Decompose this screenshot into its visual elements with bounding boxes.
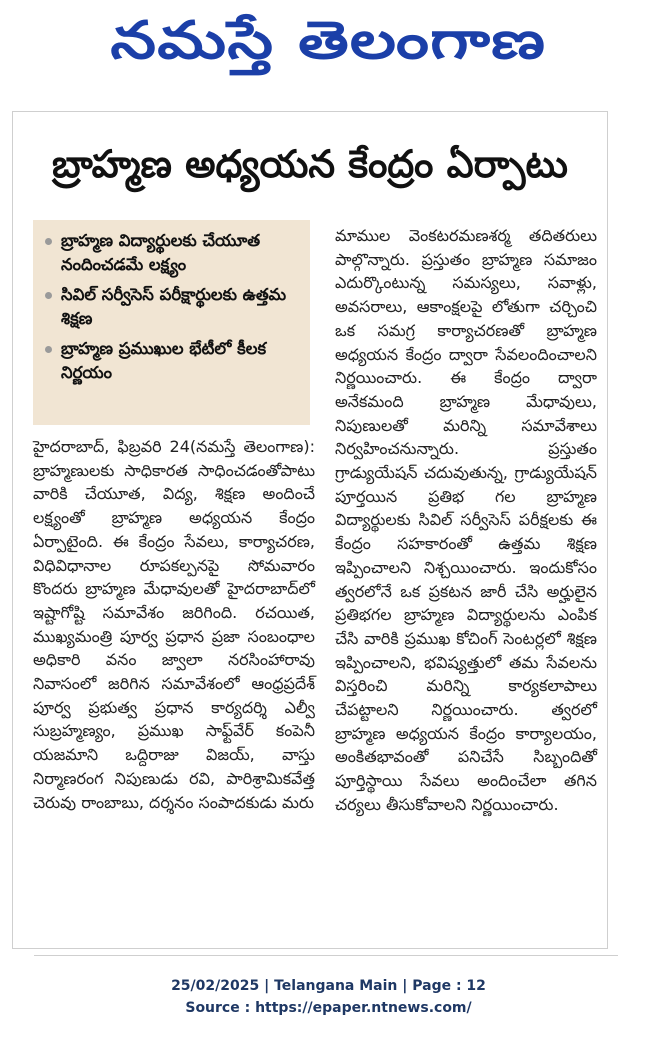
- highlight-item: [43, 229, 304, 277]
- source-link[interactable]: Source : https://epaper.ntnews.com/: [185, 1000, 472, 1016]
- highlights-list: [33, 220, 310, 385]
- article-body-right-column: మాముల వెంకటరమణశర్మ తదితరులు పాల్గొన్నారు. ప్రస్తుతం బ్రాహ్మణ సమాజం ఎదుర్కొంటున్న సమస్యలు, సవాళ్లు, అవసరాలు, ఆకాంక్షలపై లోతుగా చర్చించి ఒక సమగ్ర కార్యాచరణతో బ్రాహ్మణ అధ్యయన కేంద్రం ద్వారా సేవలందించాలని నిర్ణయించారు. ఈ కేంద్రం ద్వారా అనేకమంది బ్రాహ్మణ మేధావులు, నిపుణులతో మరిన్ని సమావేశాలు నిర్వహించనున్నారు. ప్రస్తుతం గ్రాడ్యుయేషన్ చదువుతున్న, గ్రాడ్యుయేషన్ పూర్తయిన ప్రతిభ గల బ్రాహ్మణ విద్యార్థులకు సివిల్ సర్వీసెస్ పరీక్షలకు ఈ కేంద్రం సహకారంతో ఉత్తమ శిక్షణ ఇప్పించాలని నిశ్చయించారు. ఇందుకోసం త్వరలోనే ఒక ప్రకటన జారీ చేసి అర్హులైన ప్రతిభగల బ్రాహ్మణ విద్యార్థులను ఎంపిక చేసి వారికి ప్రముఖ కోచింగ్ సెంటర్లలో శిక్షణ ఇప్పించాలని, భవిష్యత్తులో తమ సేవలను విస్తరించి మరిన్ని కార్యకలాపాలు చేపట్టాలని నిర్ణయించారు. త్వరలో బ్రాహ్మణ అధ్యయన కేంద్రం కార్యాలయం, అంకితభావంతో పనిచేసే సిబ్బందితో పూర్తిస్థాయి సేవలు అందించేలా తగిన చర్యలు తీసుకోవాలని నిర్ణయించారు.: [335, 226, 597, 814]
- divider: [34, 955, 618, 956]
- bullet-icon: [45, 346, 52, 353]
- highlight-text: బ్రాహ్మణ విద్యార్థులకు చేయూత నందించడమే లక్ష్యం: [61, 231, 261, 274]
- highlight-item: [43, 283, 304, 331]
- article-body-left-column: హైదరాబాద్, ఫిబ్రవరి 24(నమస్తే తెలంగాణ): బ్రాహ్మణులకు సాధికారత సాధించడంతోపాటు వారికి చేయూత, విద్య, శిక్షణ అందించే లక్ష్యంతో బ్రాహ్మణ అధ్యయన కేంద్రం ఏర్పాటైంది. ఈ కేంద్రం సేవలు, కార్యాచరణ, విధివిధానాల రూపకల్పనపై సోమవారం కొందరు బ్రాహ్మణ మేధావులతో హైదరాబాద్‌లో ఇష్టాగోష్టి సమావేశం జరిగింది. రచయిత, ముఖ్యమంత్రి పూర్వ ప్రధాన ప్రజా సంబంధాల అధికారి వనం జ్వాలా నరసింహారావు నివాసంలో జరిగిన సమావేశంలో ఆంధ్రప్రదేశ్ పూర్వ ప్రభుత్వ ప్రధాన కార్యదర్శి ఎల్వీ సుబ్రహ్మణ్యం, ప్రముఖ సాఫ్ట్‌వేర్ కంపెనీ యజమాని ఒద్దిరాజు విజయ్, వాస్తు నిర్మాణరంగ నిపుణుడు రవి, పారిశ్రామికవేత్త చెరువు రాంబాబు, దర్శనం సంపాదకుడు మరు: [33, 437, 315, 812]
- highlight-item: [43, 337, 304, 385]
- masthead-title: నమస్తే తెలంగాణ: [110, 11, 547, 71]
- bullet-icon: [45, 292, 52, 299]
- highlight-text: బ్రాహ్మణ ప్రముఖుల భేటీలో కీలక నిర్ణయం: [61, 339, 267, 382]
- bullet-icon: [45, 238, 52, 245]
- highlights-box: [33, 220, 310, 425]
- edition-info: 25/02/2025 | Telangana Main | Page : 12: [171, 978, 486, 994]
- article-clipping: [12, 111, 608, 949]
- highlight-text: సివిల్ సర్వీసెస్ పరీక్షార్థులకు ఉత్తమ శిక్షణ: [61, 285, 287, 328]
- newspaper-masthead: [0, 6, 657, 76]
- article-headline: బ్రాహ్మణ అధ్యయన కేంద్రం ఏర్పాటు: [52, 142, 568, 186]
